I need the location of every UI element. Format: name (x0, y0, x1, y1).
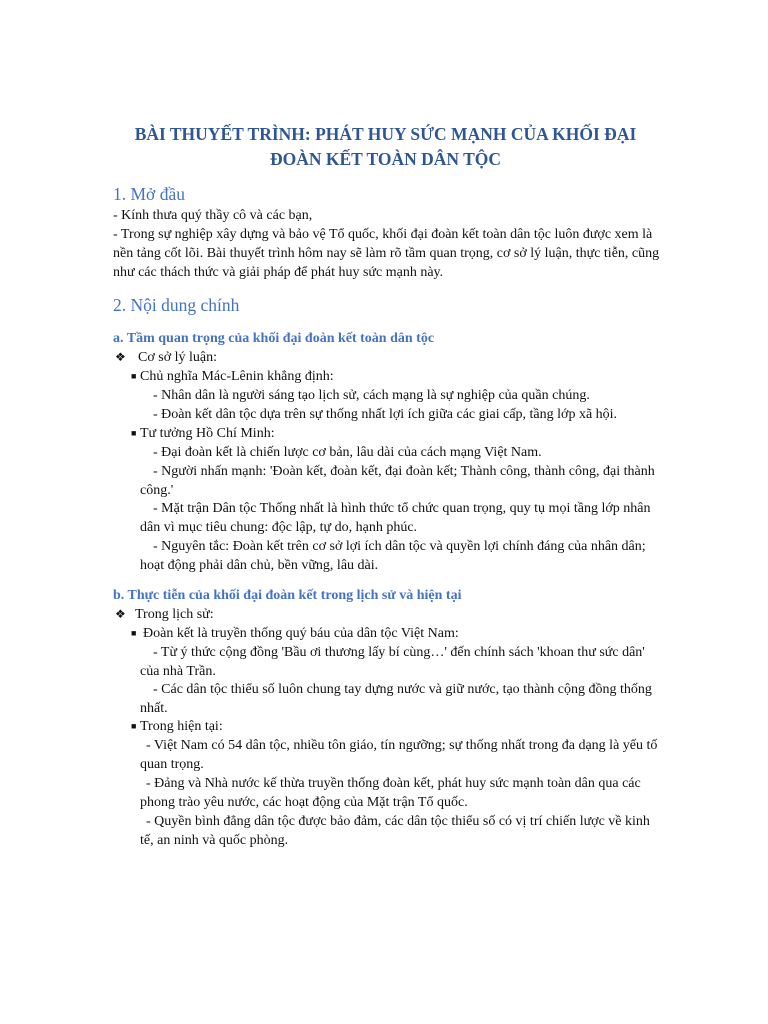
document-title (113, 122, 658, 172)
heading-main-content: 2. Nội dung chính (113, 295, 240, 315)
sub-bullet-label: Chủ nghĩa Mác-Lênin khẳng định: (140, 369, 334, 384)
heading-intro: 1. Mở đầu (113, 184, 185, 204)
detail-line: dân vì mục tiêu chung: độc lập, tự do, hạnh phúc. (140, 520, 418, 535)
detail-line: hoạt động phải dân chủ, bền vững, lâu dài. (140, 558, 379, 573)
title-line-2: ĐOÀN KẾT TOÀN DÂN TỘC (269, 149, 502, 169)
detail-line: - Đoàn kết dân tộc dựa trên sự thống nhất lợi ích giữa các giai cấp, tầng lớp xã hội. (153, 407, 618, 422)
diamond-bullet-icon: ❖ (115, 350, 126, 364)
intro-line: - Kính thưa quý thầy cô và các bạn, (113, 208, 313, 223)
square-bullet-icon: ■ (131, 721, 137, 731)
square-bullet-icon: ■ (131, 371, 137, 381)
detail-line: công.' (140, 483, 174, 498)
intro-line: nền tảng cốt lõi. Bài thuyết trình hôm nay sẽ làm rõ tầm quan trọng, cơ sở lý luận, thực tiễn, cũng (113, 246, 660, 261)
bullet-label: Trong lịch sử: (135, 607, 214, 622)
intro-line: như các thách thức và giải pháp để phát huy sức mạnh này. (113, 265, 444, 280)
detail-line: - Nguyên tắc: Đoàn kết trên cơ sở lợi ích dân tộc và quyền lợi chính đáng của nhân dân; (153, 539, 646, 554)
detail-line: quan trọng. (140, 757, 204, 772)
square-bullet-icon: ■ (131, 628, 137, 638)
heading-section-a: a. Tầm quan trọng của khối đại đoàn kết toàn dân tộc (113, 331, 435, 346)
sub-bullet-label: Trong hiện tại: (140, 719, 223, 734)
detail-line: - Mặt trận Dân tộc Thống nhất là hình thức tổ chức quan trọng, quy tụ mọi tầng lớp nhân (153, 501, 651, 516)
detail-line: tế, an ninh và quốc phòng. (140, 833, 289, 848)
title-line-1: BÀI THUYẾT TRÌNH: PHÁT HUY SỨC MẠNH CỦA KHỐI ĐẠI (134, 124, 637, 144)
sub-bullet-label: Đoàn kết là truyền thống quý báu của dân tộc Việt Nam: (143, 626, 459, 641)
bullet-label: Cơ sở lý luận: (138, 350, 217, 365)
detail-line: - Quyền bình đẳng dân tộc được bảo đảm, các dân tộc thiểu số có vị trí chiến lược về kinh (146, 814, 650, 829)
detail-line: - Nhân dân là người sáng tạo lịch sử, cách mạng là sự nghiệp của quần chúng. (153, 388, 590, 403)
heading-section-b: b. Thực tiễn của khối đại đoàn kết trong lịch sử và hiện tại (113, 588, 462, 603)
detail-line: - Việt Nam có 54 dân tộc, nhiều tôn giáo, tín ngưỡng; sự thống nhất trong đa dạng là yếu tố (146, 738, 658, 753)
detail-line: - Từ ý thức cộng đồng 'Bầu ơi thương lấy bí cùng…' đến chính sách 'khoan thư sức dân' (153, 645, 645, 660)
detail-line: - Đại đoàn kết là chiến lược cơ bản, lâu dài của cách mạng Việt Nam. (153, 445, 542, 460)
diamond-bullet-icon: ❖ (115, 607, 126, 621)
detail-line: phong trào yêu nước, các hoạt động của Mặt trận Tổ quốc. (140, 795, 468, 810)
sub-bullet-label: Tư tưởng Hồ Chí Minh: (140, 426, 275, 441)
detail-line: - Người nhấn mạnh: 'Đoàn kết, đoàn kết, đại đoàn kết; Thành công, thành công, đại thành (153, 464, 655, 479)
square-bullet-icon: ■ (131, 428, 137, 438)
detail-line: - Đảng và Nhà nước kế thừa truyền thống đoàn kết, phát huy sức mạnh toàn dân qua các (146, 776, 641, 791)
intro-line: - Trong sự nghiệp xây dựng và bảo vệ Tổ quốc, khối đại đoàn kết toàn dân tộc luôn được xem là (113, 227, 653, 242)
detail-line: của nhà Trần. (140, 664, 216, 679)
detail-line: nhất. (140, 701, 168, 716)
detail-line: - Các dân tộc thiểu số luôn chung tay dựng nước và giữ nước, tạo thành cộng đồng thống (153, 682, 652, 697)
